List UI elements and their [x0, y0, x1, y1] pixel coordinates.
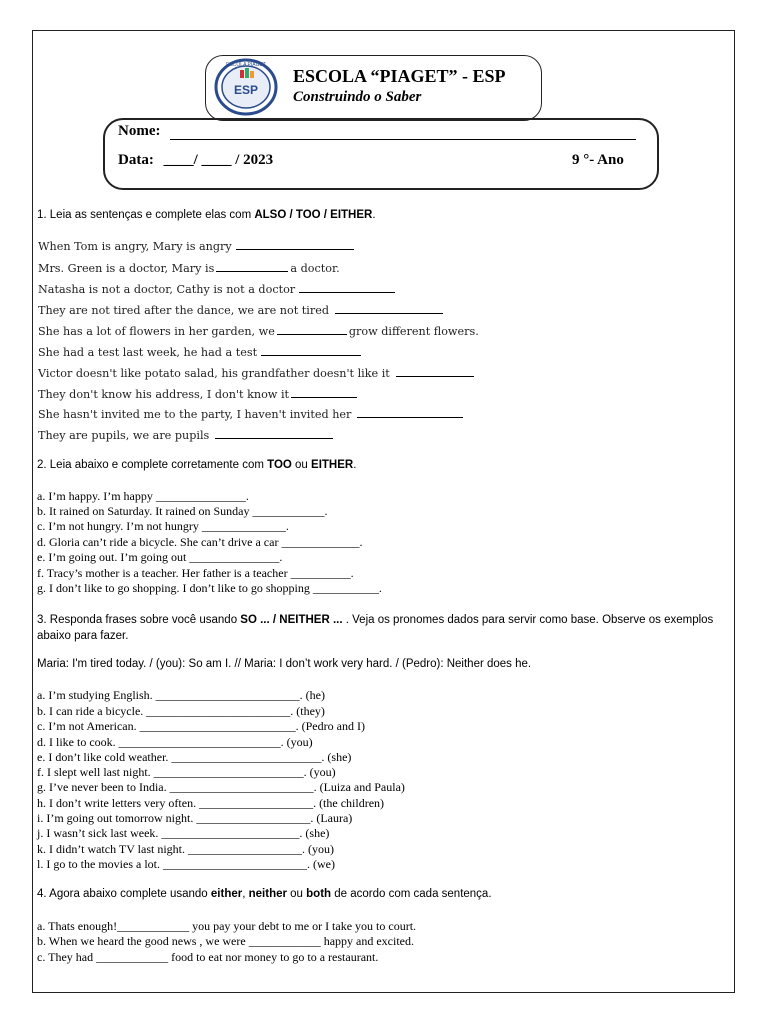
q2-item: g. I don’t like to go shopping. I don’t like to go shopping ___________. [37, 581, 382, 595]
grade-label: 9 °- Ano [572, 152, 624, 168]
q3-item: e. I don’t like cold weather. _________________________. (she) [37, 750, 352, 764]
q3-item: l. I go to the movies a lot. ________________________. (we) [37, 857, 335, 871]
q1-item: Victor doesn't like potato salad, his grandfather doesn't like it [38, 365, 474, 380]
q1-item: When Tom is angry, Mary is angry [38, 238, 354, 253]
q2-item: d. Gloria can’t ride a bicycle. She can’t drive a car _____________. [37, 535, 363, 549]
date-label: Data: [118, 152, 154, 168]
question-2-title: 2. Leia abaixo e complete corretamente com TOO ou EITHER. [37, 459, 357, 471]
q3-item: i. I’m going out tomorrow night. ___________________. (Laura) [37, 811, 353, 825]
q1-item: Mrs. Green is a doctor, Mary is a doctor. [38, 262, 340, 275]
q4-item: b. When we heard the good news , we were ____________ happy and excited. [37, 934, 415, 948]
q1-item: She has a lot of flowers in her garden, we grow different flowers. [38, 325, 479, 338]
q3-item: h. I don’t write letters very often. ___________________. (the children) [37, 796, 385, 810]
answer-blank[interactable] [277, 323, 347, 335]
answer-blank[interactable] [335, 302, 443, 314]
answer-blank[interactable] [215, 427, 333, 439]
q2-item: e. I’m going out. I’m going out _______________. [37, 550, 283, 564]
q3-item: f. I slept well last night. _________________________. (you) [37, 765, 336, 779]
answer-blank[interactable] [299, 281, 395, 293]
name-field[interactable] [170, 139, 636, 140]
q1-item: Natasha is not a doctor, Cathy is not a doctor [38, 281, 395, 296]
q4-item: a. Thats enough!____________ you pay your debt to me or I take you to court. [37, 919, 417, 933]
q3-item: a. I’m studying English. ________________________. (he) [37, 688, 325, 702]
q3-item: k. I didn’t watch TV last night. ___________________. (you) [37, 842, 334, 856]
q2-item: a. I’m happy. I’m happy _______________. [37, 489, 249, 503]
svg-text:ESCOLA PIAGET: ESCOLA PIAGET [226, 62, 266, 68]
school-logo [214, 58, 278, 116]
q3-item: d. I like to cook. ___________________________. (you) [37, 735, 313, 749]
school-name: ESCOLA “PIAGET” - ESP [293, 66, 506, 86]
q3-item: g. I’ve never been to India. ________________________. (Luiza and Paula) [37, 780, 405, 794]
q2-item: f. Tracy’s mother is a teacher. Her father is a teacher __________. [37, 566, 354, 580]
answer-blank[interactable] [216, 260, 288, 272]
answer-blank[interactable] [291, 386, 357, 398]
date-row[interactable] [118, 152, 273, 169]
school-subtitle: Construindo o Saber [293, 89, 422, 105]
answer-blank[interactable] [396, 365, 474, 377]
q3-item: j. I wasn’t sick last week. _______________________. (she) [37, 826, 330, 840]
q2-item: c. I’m not hungry. I’m not hungry ______________. [37, 519, 289, 533]
name-label: Nome: [118, 123, 161, 139]
question-1-title: 1. Leia as sentenças e complete elas com ALSO / TOO / EITHER. [37, 209, 376, 221]
answer-blank[interactable] [236, 238, 354, 250]
question-4-title: 4. Agora abaixo complete usando either, neither ou both de acordo com cada sentença. [37, 888, 492, 900]
answer-blank[interactable] [261, 344, 361, 356]
q3-item: c. I’m not American. __________________________. (Pedro and I) [37, 719, 365, 733]
question-3-title: 3. Responda frases sobre você usando SO ... / NEITHER ... . Veja os pronomes dados para servir como base. Observe os exemplos abaixo para fazer. [37, 614, 714, 642]
svg-text:ESP: ESP [233, 83, 259, 97]
q1-item: They are pupils, we are pupils [38, 427, 333, 442]
q1-item: They don't know his address, I don't know it [38, 386, 357, 401]
q1-item: She had a test last week, he had a test [38, 344, 361, 359]
q1-item: They are not tired after the dance, we are not tired [38, 302, 443, 317]
q2-item: b. It rained on Saturday. It rained on Sunday ____________. [37, 504, 328, 518]
q4-item: c. They had ____________ food to eat nor money to go to a restaurant. [37, 950, 379, 964]
q3-example: Maria: I'm tired today. / (you): So am I. // Maria: I don’t work very hard. / (Pedro): Neither does he. [37, 658, 532, 670]
q1-item: She hasn't invited me to the party, I haven't invited her [38, 406, 463, 421]
date-pattern: ____/ ____ / 2023 [163, 152, 274, 168]
q3-item: b. I can ride a bicycle. ________________________. (they) [37, 704, 325, 718]
answer-blank[interactable] [357, 406, 463, 418]
